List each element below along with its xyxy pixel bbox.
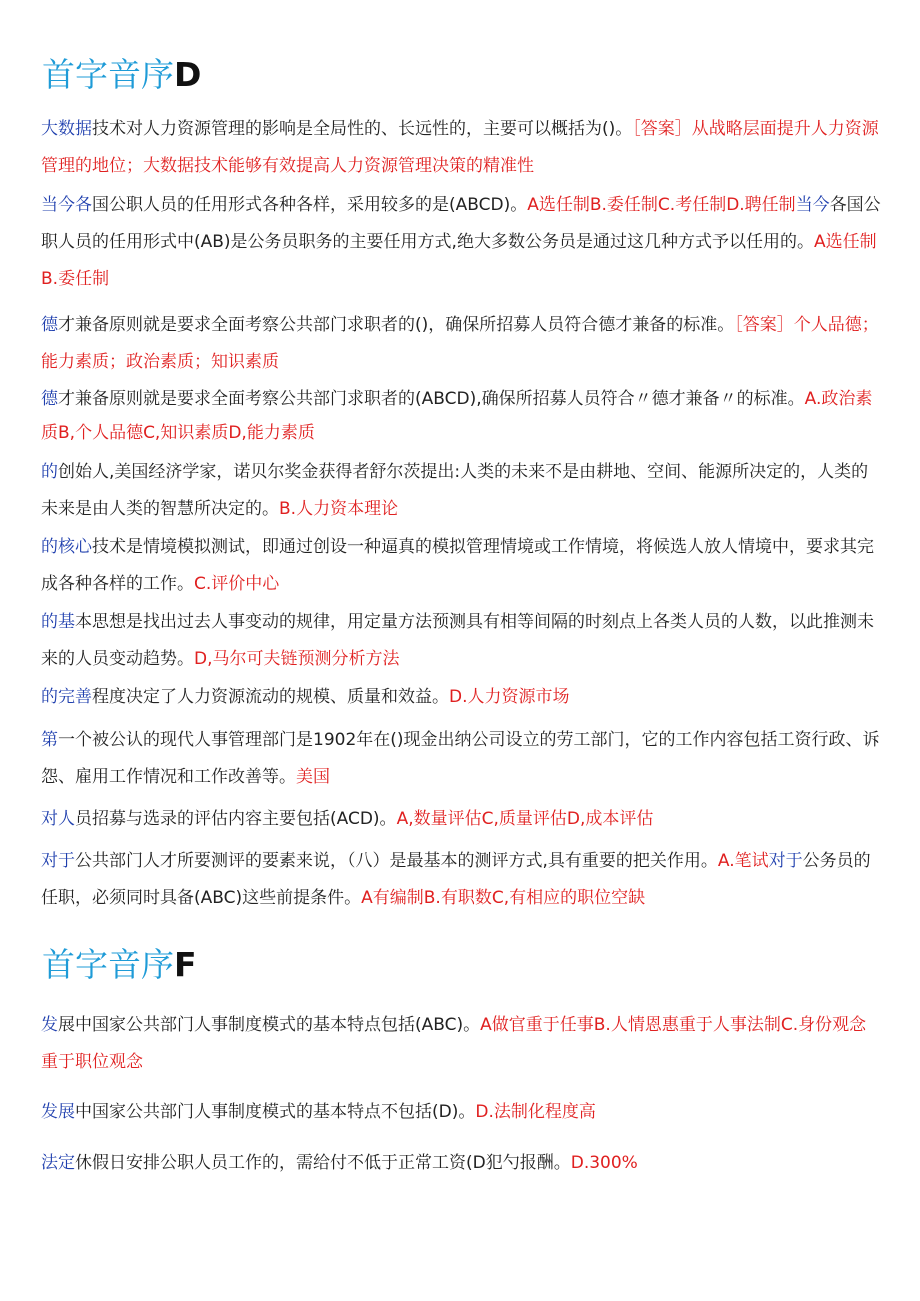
entry-lead: 当今各 [41, 195, 92, 215]
qa-entry [41, 307, 883, 381]
entry-question: 公务员的任职，必须同时具备(ABC)这些前提条件。 [41, 851, 871, 908]
entry-question: 本思想是找出过去人事变动的规律，用定量方法预测具有相等间隔的时刻点上各类人员的人数，以此推测未来的人员变动趋势。 [41, 612, 874, 669]
entry-lead: 第 [41, 730, 58, 750]
qa-entry [41, 111, 883, 185]
entry-lead: 对于 [41, 851, 75, 871]
entry-question: 中国家公共部门人事制度模式的基本特点不包括(D)。 [75, 1102, 476, 1122]
entry-answer: C.评价中心 [194, 574, 280, 594]
entry-question: 技术对人力资源管理的影响是全局性的、长远性的，主要可以概括为()。 [92, 119, 633, 139]
qa-entry [41, 722, 883, 796]
entry-answer: ［答案］从战略层面提升人力资源管理的地位；大数据技术能够有效提高人力资源管理决策的精准性 [41, 119, 879, 176]
entry-lead: 大数据 [41, 119, 92, 139]
entry-answer: D,马尔可夫链预测分析方法 [194, 649, 400, 669]
entry-question: 国公职人员的任用形式各种各样，采用较多的是(ABCD)。 [92, 195, 528, 215]
entry-question: 程度决定了人力资源流动的规模、质量和效益。 [92, 687, 449, 707]
entry-lead: 的基 [41, 612, 75, 632]
entry-lead: 对人 [41, 809, 75, 829]
qa-entry [41, 604, 883, 678]
entry-lead: 发展 [41, 1102, 75, 1122]
entry-lead: 对于 [768, 851, 803, 871]
entry-lead: 的核心 [41, 537, 92, 557]
entry-lead: 的 [41, 462, 58, 482]
qa-entry [41, 1007, 883, 1081]
entry-answer: A选任制B.委任制C.考任制D.聘任制 [527, 195, 796, 215]
entry-question: 展中国家公共部门人事制度模式的基本特点包括(ABC)。 [58, 1015, 481, 1035]
qa-entry [41, 801, 883, 838]
entry-question: 公共部门人才所要测评的要素来说，（八）是最基本的测评方式,具有重要的把关作用。 [75, 851, 718, 871]
qa-entry [41, 382, 883, 450]
entry-answer: B.人力资本理论 [279, 499, 399, 519]
entry-answer: 美国 [296, 767, 330, 787]
entry-lead: 当今 [795, 195, 830, 215]
entry-answer: ［答案］个人品德；能力素质；政治素质；知识素质 [41, 315, 879, 372]
qa-entry [41, 1094, 883, 1131]
entry-lead: 法定 [41, 1153, 75, 1173]
qa-entry [41, 1145, 883, 1182]
entry-question: 休假日安排公职人员工作的，需给付不低于正常工资(D犯勺报酬。 [75, 1153, 571, 1173]
qa-entry [41, 454, 883, 528]
entry-answer: A.政治素质B,个人品德C,知识素质D,能力素质 [41, 389, 873, 443]
entry-question: 技术是情境模拟测试，即通过创设一种逼真的模拟管理情境或工作情境，将候选人放人情境中，要求其完成各种各样的工作。 [41, 537, 874, 594]
entry-answer: D.法制化程度高 [475, 1102, 596, 1122]
section-heading-letter: F [174, 945, 197, 984]
section-heading-text: 首字音序 [42, 945, 174, 984]
entry-question: 创始人,美国经济学家，诺贝尔奖金获得者舒尔茨提出:人类的未来不是由耕地、空间、能源所决定的，人类的未来是由人类的智慧所决定的。 [41, 462, 869, 519]
entry-answer: A,数量评估C,质量评估D,成本评估 [396, 809, 654, 829]
entry-question: 才兼备原则就是要求全面考察公共部门求职者的(ABCD),确保所招募人员符合〃德才兼备〃的标准。 [58, 389, 805, 409]
entry-question: 才兼备原则就是要求全面考察公共部门求职者的()，确保所招募人员符合德才兼备的标准。 [58, 315, 735, 335]
entry-answer: A选任制B.委任制 [41, 232, 877, 289]
qa-entry [41, 187, 883, 298]
qa-entry [41, 843, 883, 917]
entry-answer: D.人力资源市场 [449, 687, 570, 707]
section-heading-f [42, 945, 197, 985]
entry-answer: A.笔试 [717, 851, 769, 871]
entry-question: 各国公职人员的任用形式中(AB)是公务员职务的主要任用方式,绝大多数公务员是通过这几种方式予以任用的。 [41, 195, 881, 252]
entry-answer: A有编制B.有职数C,有相应的职位空缺 [361, 888, 646, 908]
section-heading-letter: D [174, 55, 202, 94]
entry-lead: 德 [41, 315, 58, 335]
section-heading-d [42, 55, 201, 95]
entry-answer: D.300% [570, 1153, 638, 1173]
entry-lead: 德 [41, 389, 58, 409]
entry-question: 一个被公认的现代人事管理部门是1902年在()现金出纳公司设立的劳工部门，它的工作内容包括工资行政、诉怨、雇用工作情况和工作改善等。 [41, 730, 880, 787]
entry-lead: 的完善 [41, 687, 92, 707]
section-heading-text: 首字音序 [42, 55, 174, 94]
entry-lead: 发 [41, 1015, 58, 1035]
entry-answer: A做官重于任事B.人情恩惠重于人事法制C.身份观念重于职位观念 [41, 1015, 867, 1072]
entry-question: 员招募与选录的评估内容主要包括(ACD)。 [75, 809, 397, 829]
qa-entry [41, 679, 883, 716]
qa-entry [41, 529, 883, 603]
